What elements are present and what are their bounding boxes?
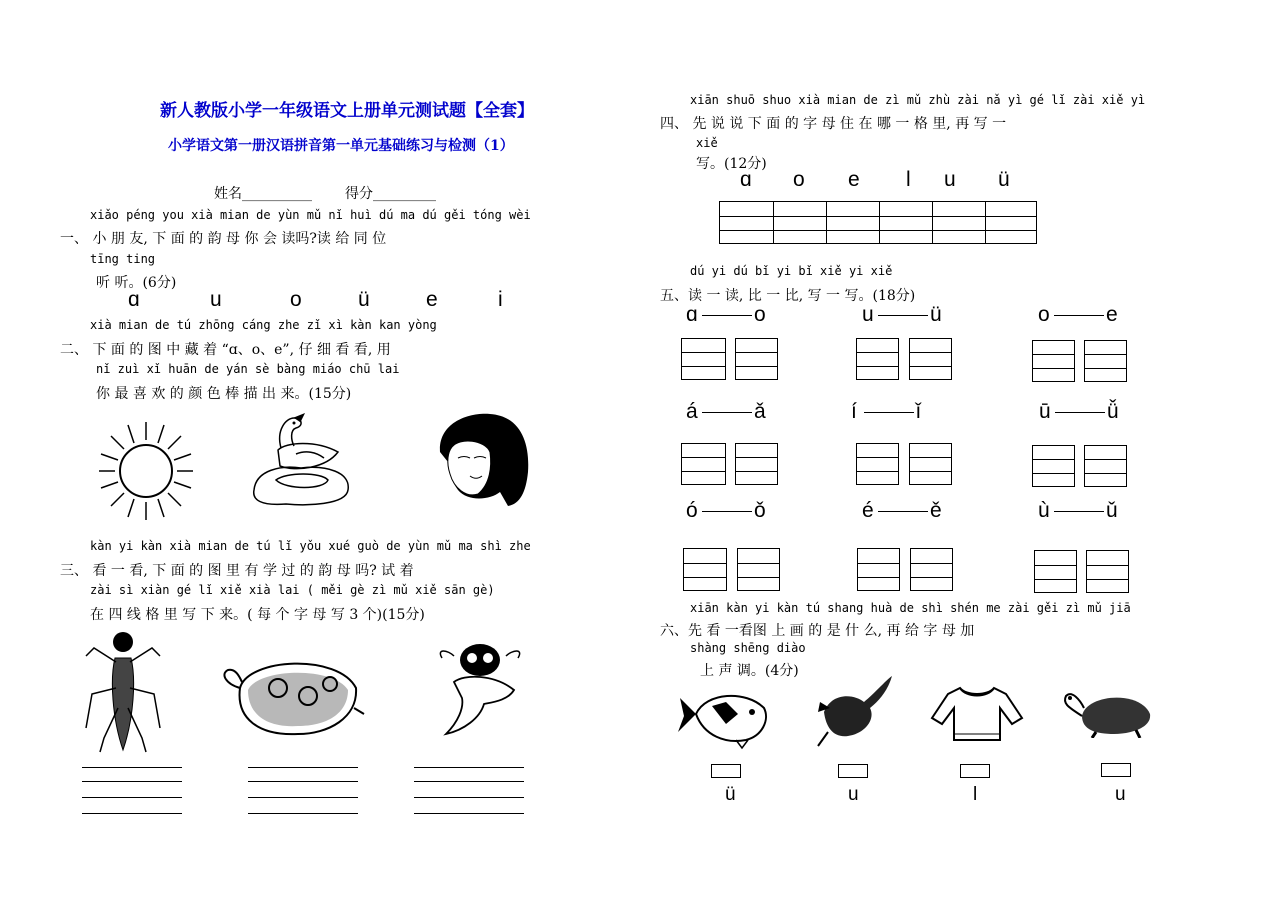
- pair-connector: [702, 412, 752, 413]
- q4-letter: u: [944, 168, 956, 191]
- q3-pinyin-line2: zài sì xiàn gé lǐ xiě xià lai ( měi gè zì mǔ xiě sān gè): [90, 583, 495, 597]
- q5-pair-b: e: [1106, 303, 1118, 326]
- creature-picture: [434, 638, 526, 744]
- pair-connector: [702, 511, 752, 512]
- q5-writing-box[interactable]: [735, 338, 778, 380]
- q5-writing-box[interactable]: [856, 338, 899, 380]
- sun-picture: [98, 420, 194, 522]
- pair-connector: [878, 511, 928, 512]
- q5-writing-box[interactable]: [909, 443, 952, 485]
- q1-letter: ü: [358, 288, 370, 311]
- q6-letter: ü: [725, 784, 736, 805]
- q1-letter: i: [498, 288, 503, 311]
- tone-answer-box[interactable]: [960, 764, 990, 778]
- q5-pair-b: ǎ: [754, 400, 766, 423]
- q5-writing-box[interactable]: [857, 548, 900, 591]
- q5-pair-a: ó: [686, 499, 698, 522]
- page-title: 新人教版小学一年级语文上册单元测试题【全套】: [160, 101, 534, 121]
- q6-letter: l: [973, 784, 978, 805]
- q5-pair-a: í: [851, 400, 857, 423]
- q5-writing-box[interactable]: [1086, 550, 1129, 593]
- q2-pinyin-line2: nǐ zuì xǐ huān de yán sè bàng miáo chū lai: [96, 362, 400, 376]
- q4-letter: e: [848, 168, 860, 191]
- q5-writing-box[interactable]: [1032, 340, 1075, 382]
- pair-connector: [1055, 412, 1105, 413]
- q4-writing-grid[interactable]: [719, 201, 1037, 244]
- q5-writing-box[interactable]: [1032, 445, 1075, 487]
- q1-text-line2: 听 听。(6分): [96, 275, 177, 291]
- q5-writing-box[interactable]: [1084, 340, 1127, 382]
- q5-pair-a: u: [862, 303, 874, 326]
- writing-line[interactable]: [414, 781, 524, 782]
- q1-letter: o: [290, 288, 302, 311]
- q4-text-line2: 写。(12分): [696, 156, 767, 172]
- q5-writing-box[interactable]: [1084, 445, 1127, 487]
- q5-pair-a: ɑ: [686, 303, 698, 326]
- writing-line[interactable]: [82, 813, 182, 814]
- small-turtle-picture: [1060, 686, 1160, 738]
- q6-pinyin-line2: shàng shēng diào: [690, 641, 806, 655]
- q1-letter: e: [426, 288, 438, 311]
- bird-picture: [814, 672, 894, 750]
- writing-line[interactable]: [248, 767, 358, 768]
- writing-line[interactable]: [248, 813, 358, 814]
- q4-letter: ü: [998, 168, 1010, 191]
- girl-face-picture: [430, 412, 532, 508]
- q4-text-line1: 四、 先 说 说 下 面 的 字 母 住 在 哪 一 格 里, 再 写 一: [660, 116, 1007, 132]
- pair-connector: [864, 412, 914, 413]
- q5-writing-box[interactable]: [737, 548, 780, 591]
- q5-pair-a: é: [862, 499, 874, 522]
- shirt-picture: [930, 682, 1024, 744]
- q5-pair-b: ǚ: [1107, 400, 1119, 423]
- q6-text-line1: 六、先 看 一看图 上 画 的 是 什 么, 再 给 字 母 加: [660, 623, 975, 639]
- q5-writing-box[interactable]: [1034, 550, 1077, 593]
- q5-writing-box[interactable]: [910, 548, 953, 591]
- q5-writing-box[interactable]: [909, 338, 952, 380]
- q2-pinyin-line1: xià mian de tú zhōng cáng zhe zǐ xì kàn kan yòng: [90, 318, 437, 332]
- pair-connector: [878, 315, 928, 316]
- writing-line[interactable]: [414, 767, 524, 768]
- q5-writing-box[interactable]: [735, 443, 778, 485]
- writing-line[interactable]: [82, 781, 182, 782]
- writing-line[interactable]: [248, 797, 358, 798]
- pair-connector: [1054, 511, 1104, 512]
- tone-answer-box[interactable]: [711, 764, 741, 778]
- turtle-picture: [218, 648, 366, 740]
- q6-pinyin-line1: xiān kàn yi kàn tú shang huà de shì shén me zài gěi zì mǔ jiā: [690, 601, 1131, 615]
- goose-picture: [246, 410, 356, 508]
- q5-writing-box[interactable]: [856, 443, 899, 485]
- name-field: 姓名__________: [214, 186, 312, 202]
- q1-pinyin-line2: tīng ting: [90, 252, 156, 266]
- q3-text-line1: 三、 看 一 看, 下 面 的 图 里 有 学 过 的 韵 母 吗? 试 着: [60, 563, 414, 579]
- q3-pinyin-line1: kàn yi kàn xià mian de tú lǐ yǒu xué guò de yùn mǔ ma shì zhe: [90, 539, 531, 553]
- q6-letter: u: [1115, 784, 1126, 805]
- q5-pair-a: ū: [1039, 400, 1051, 423]
- q6-letter: u: [848, 784, 859, 805]
- q5-writing-box[interactable]: [681, 338, 726, 380]
- page-subtitle: 小学语文第一册汉语拼音第一单元基础练习与检测（1）: [168, 138, 514, 154]
- q5-pair-a: o: [1038, 303, 1050, 326]
- score-field: 得分_________: [345, 186, 436, 202]
- q1-pinyin-line1: xiǎo péng you xià mian de yùn mǔ nǐ huì dú ma dú gěi tóng wèi: [90, 208, 531, 222]
- q5-text-line1: 五、读 一 读, 比 一 比, 写 一 写。(18分): [660, 288, 916, 304]
- q5-writing-box[interactable]: [683, 548, 727, 591]
- q5-pair-b: ǐ: [916, 400, 921, 423]
- q5-pair-b: ě: [930, 499, 942, 522]
- tone-answer-box[interactable]: [1101, 763, 1131, 777]
- q4-letter: o: [793, 168, 805, 191]
- insect-picture: [80, 628, 166, 756]
- q5-writing-box[interactable]: [681, 443, 726, 485]
- tone-answer-box[interactable]: [838, 764, 868, 778]
- q4-letter: ɑ: [740, 168, 752, 191]
- q5-pair-b: o: [754, 303, 766, 326]
- q5-pinyin-line1: dú yi dú bǐ yi bǐ xiě yi xiě: [690, 264, 893, 278]
- q5-pair-a: á: [686, 400, 698, 423]
- writing-line[interactable]: [414, 797, 524, 798]
- q1-letter: ɑ: [128, 288, 140, 311]
- pair-connector: [1054, 315, 1104, 316]
- fish-picture: [676, 684, 772, 750]
- q4-pinyin-line1: xiān shuō shuo xià mian de zì mǔ zhù zài nǎ yì gé lǐ zài xiě yì: [690, 93, 1146, 107]
- writing-line[interactable]: [82, 797, 182, 798]
- q5-pair-b: ǔ: [1106, 499, 1118, 522]
- q5-pair-b: ü: [930, 303, 942, 326]
- q6-text-line2: 上 声 调。(4分): [700, 663, 799, 679]
- q3-text-line2: 在 四 线 格 里 写 下 来。( 每 个 字 母 写 3 个)(15分): [90, 607, 425, 623]
- q1-text-line1: 一、 小 朋 友, 下 面 的 韵 母 你 会 读吗?读 给 同 位: [60, 231, 387, 247]
- q2-text-line1: 二、 下 面 的 图 中 藏 着 “ɑ、o、e”, 仔 细 看 看, 用: [60, 342, 391, 358]
- q4-letter: l: [906, 168, 911, 191]
- writing-line[interactable]: [414, 813, 524, 814]
- q5-pair-b: ǒ: [754, 499, 766, 522]
- q4-pinyin-line2: xiě: [696, 136, 718, 150]
- q5-pair-a: ù: [1038, 499, 1050, 522]
- q1-letter: u: [210, 288, 222, 311]
- writing-line[interactable]: [82, 767, 182, 768]
- writing-line[interactable]: [248, 781, 358, 782]
- q2-text-line2: 你 最 喜 欢 的 颜 色 棒 描 出 来。(15分): [96, 386, 352, 402]
- pair-connector: [702, 315, 752, 316]
